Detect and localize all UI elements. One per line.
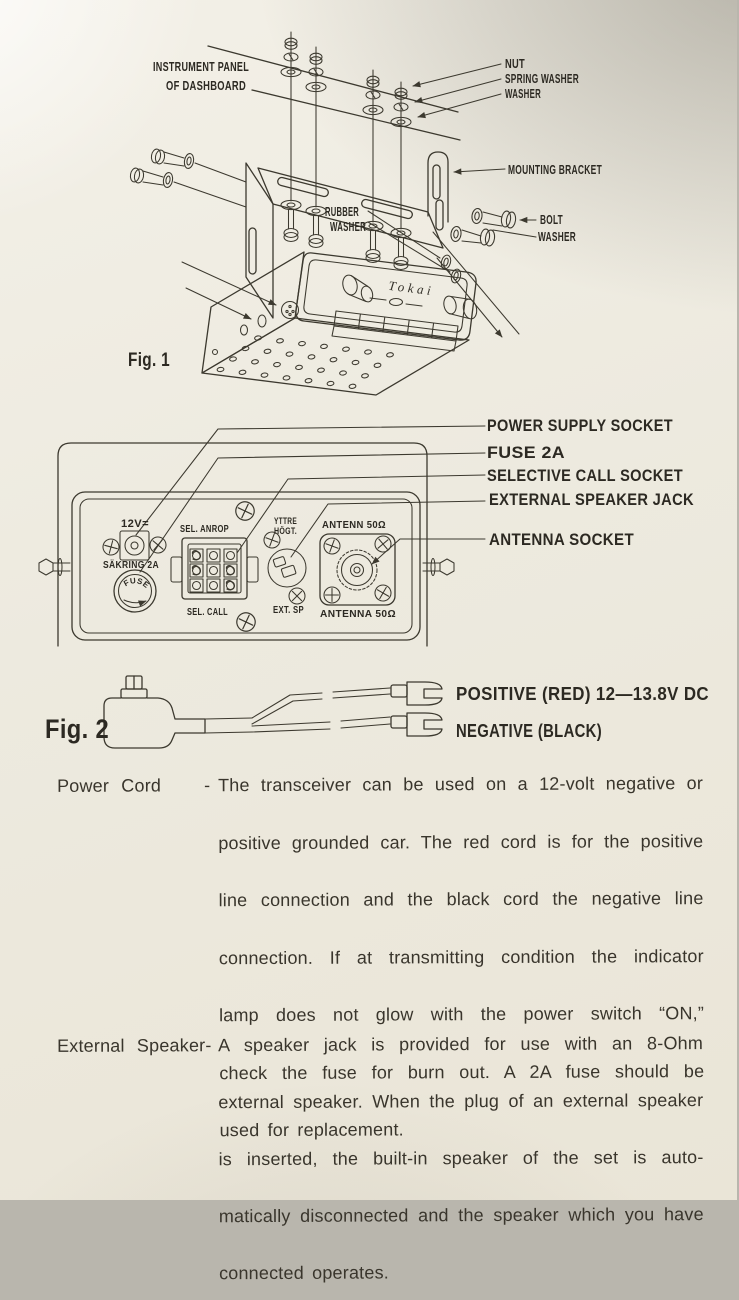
external-speaker-callout: EXTERNAL SPEAKER JACK — [489, 490, 695, 509]
cord-wires — [205, 688, 390, 733]
volume-knob — [341, 274, 374, 303]
positive-lead-label: POSITIVE (RED) 12—13.8V DC — [456, 684, 709, 704]
body-text-line: matically disconnected and the speaker which you have — [218, 1204, 704, 1227]
fuse-holder — [114, 570, 156, 612]
body-text-line: is inserted, the built-in speaker of the set is auto- — [218, 1147, 704, 1170]
antenna-socket — [320, 533, 395, 605]
mounting-bracket-label: MOUNTING BRACKET — [508, 163, 602, 177]
panel-side-bolt — [39, 559, 70, 576]
spring-washer-label: SPRING WASHER — [505, 72, 579, 86]
section-term: Power Cord — [56, 775, 162, 796]
negative-lead-label: NEGATIVE (BLACK) — [456, 721, 602, 741]
selective-call-socket — [171, 538, 258, 599]
dial-lamp — [370, 298, 422, 306]
body-text-line: lamp does not glow with the power switch “ON,” — [219, 1003, 705, 1026]
figure-1-mounting-diagram — [0, 0, 737, 415]
fork-terminal — [391, 682, 442, 705]
power-socket-label: 12V= — [121, 518, 149, 530]
fuse-holder-label: SÄKRING 2A — [103, 560, 169, 571]
sel-call-bottom-label: SEL. CALL — [187, 607, 228, 618]
section-body — [218, 1033, 704, 1284]
antenna-top-label: ANTENN 50Ω — [322, 520, 386, 531]
body-text-line: external speaker. When the plug of an external speaker — [218, 1090, 704, 1113]
body-text-line: used for replacement. — [219, 1119, 404, 1141]
speaker-grille — [217, 335, 394, 388]
power-supply-socket — [101, 531, 169, 560]
selective-call-callout: SELECTIVE CALL SOCKET — [487, 466, 684, 485]
section-term: External Speaker- — [56, 1035, 212, 1056]
instrument-panel-label: INSTRUMENT PANEL — [153, 59, 249, 74]
nut-label: NUT — [505, 57, 525, 71]
dc-plug — [104, 676, 205, 748]
instrument-panel-label: OF DASHBOARD — [166, 78, 246, 93]
figure-2-rear-panel-diagram — [0, 415, 737, 775]
brand-logo: Tokai — [387, 277, 434, 299]
projection-lines — [182, 232, 519, 337]
rear-panel-drawing — [39, 492, 454, 640]
fork-terminal — [391, 713, 442, 736]
accessory-jack — [241, 325, 248, 335]
washer-label: WASHER — [505, 87, 541, 101]
svg-text:FUSE: FUSE — [122, 576, 151, 591]
body-text-line: A speaker jack is provided for use with an 8-Ohm — [217, 1033, 704, 1056]
section-separator: - — [203, 775, 211, 796]
body-text-line: check the fuse for burn out. A 2A fuse should be — [219, 1060, 705, 1083]
side-bolts-left — [129, 148, 246, 207]
transceiver-drawing — [202, 252, 478, 395]
antenna-bottom-label: ANTENNA 50Ω — [320, 609, 396, 620]
body-text-line: line connection and the black cord the negative line — [218, 888, 704, 911]
case-screw — [213, 350, 218, 355]
bolt-label: BOLT — [540, 213, 563, 227]
rubber-washer-label: WASHER — [330, 220, 366, 234]
antenna-callout: ANTENNA SOCKET — [489, 530, 635, 549]
figure-1-caption: Fig. 1 — [128, 350, 171, 371]
side-bolts-right — [450, 208, 517, 247]
body-text-line: connected operates. — [218, 1262, 390, 1284]
power-cord-drawing — [45, 676, 709, 748]
body-text-line: The transceiver can be used on a 12-volt negative or — [217, 773, 704, 796]
fuse-callout: FUSE 2A — [487, 443, 565, 462]
ext-speaker-top-label: YTTRE — [274, 516, 297, 527]
body-text-line: connection. If at transmitting condition the indicator — [218, 945, 704, 968]
external-speaker-section — [0, 1033, 738, 1300]
figure-2-caption: Fig. 2 — [45, 714, 109, 744]
sel-call-top-label: SEL. ANROP — [180, 524, 229, 535]
ext-speaker-bottom-label: EXT. SP — [273, 605, 304, 616]
power-supply-callout: POWER SUPPLY SOCKET — [487, 416, 674, 435]
ext-speaker-top-label: HÖGT. — [274, 526, 297, 537]
rubber-washer-label: RUBBER — [325, 205, 359, 219]
accessory-jack — [258, 315, 266, 327]
body-text-line: positive grounded car. The red cord is for the positive — [218, 830, 704, 853]
washer-bottom-label: WASHER — [538, 230, 576, 244]
